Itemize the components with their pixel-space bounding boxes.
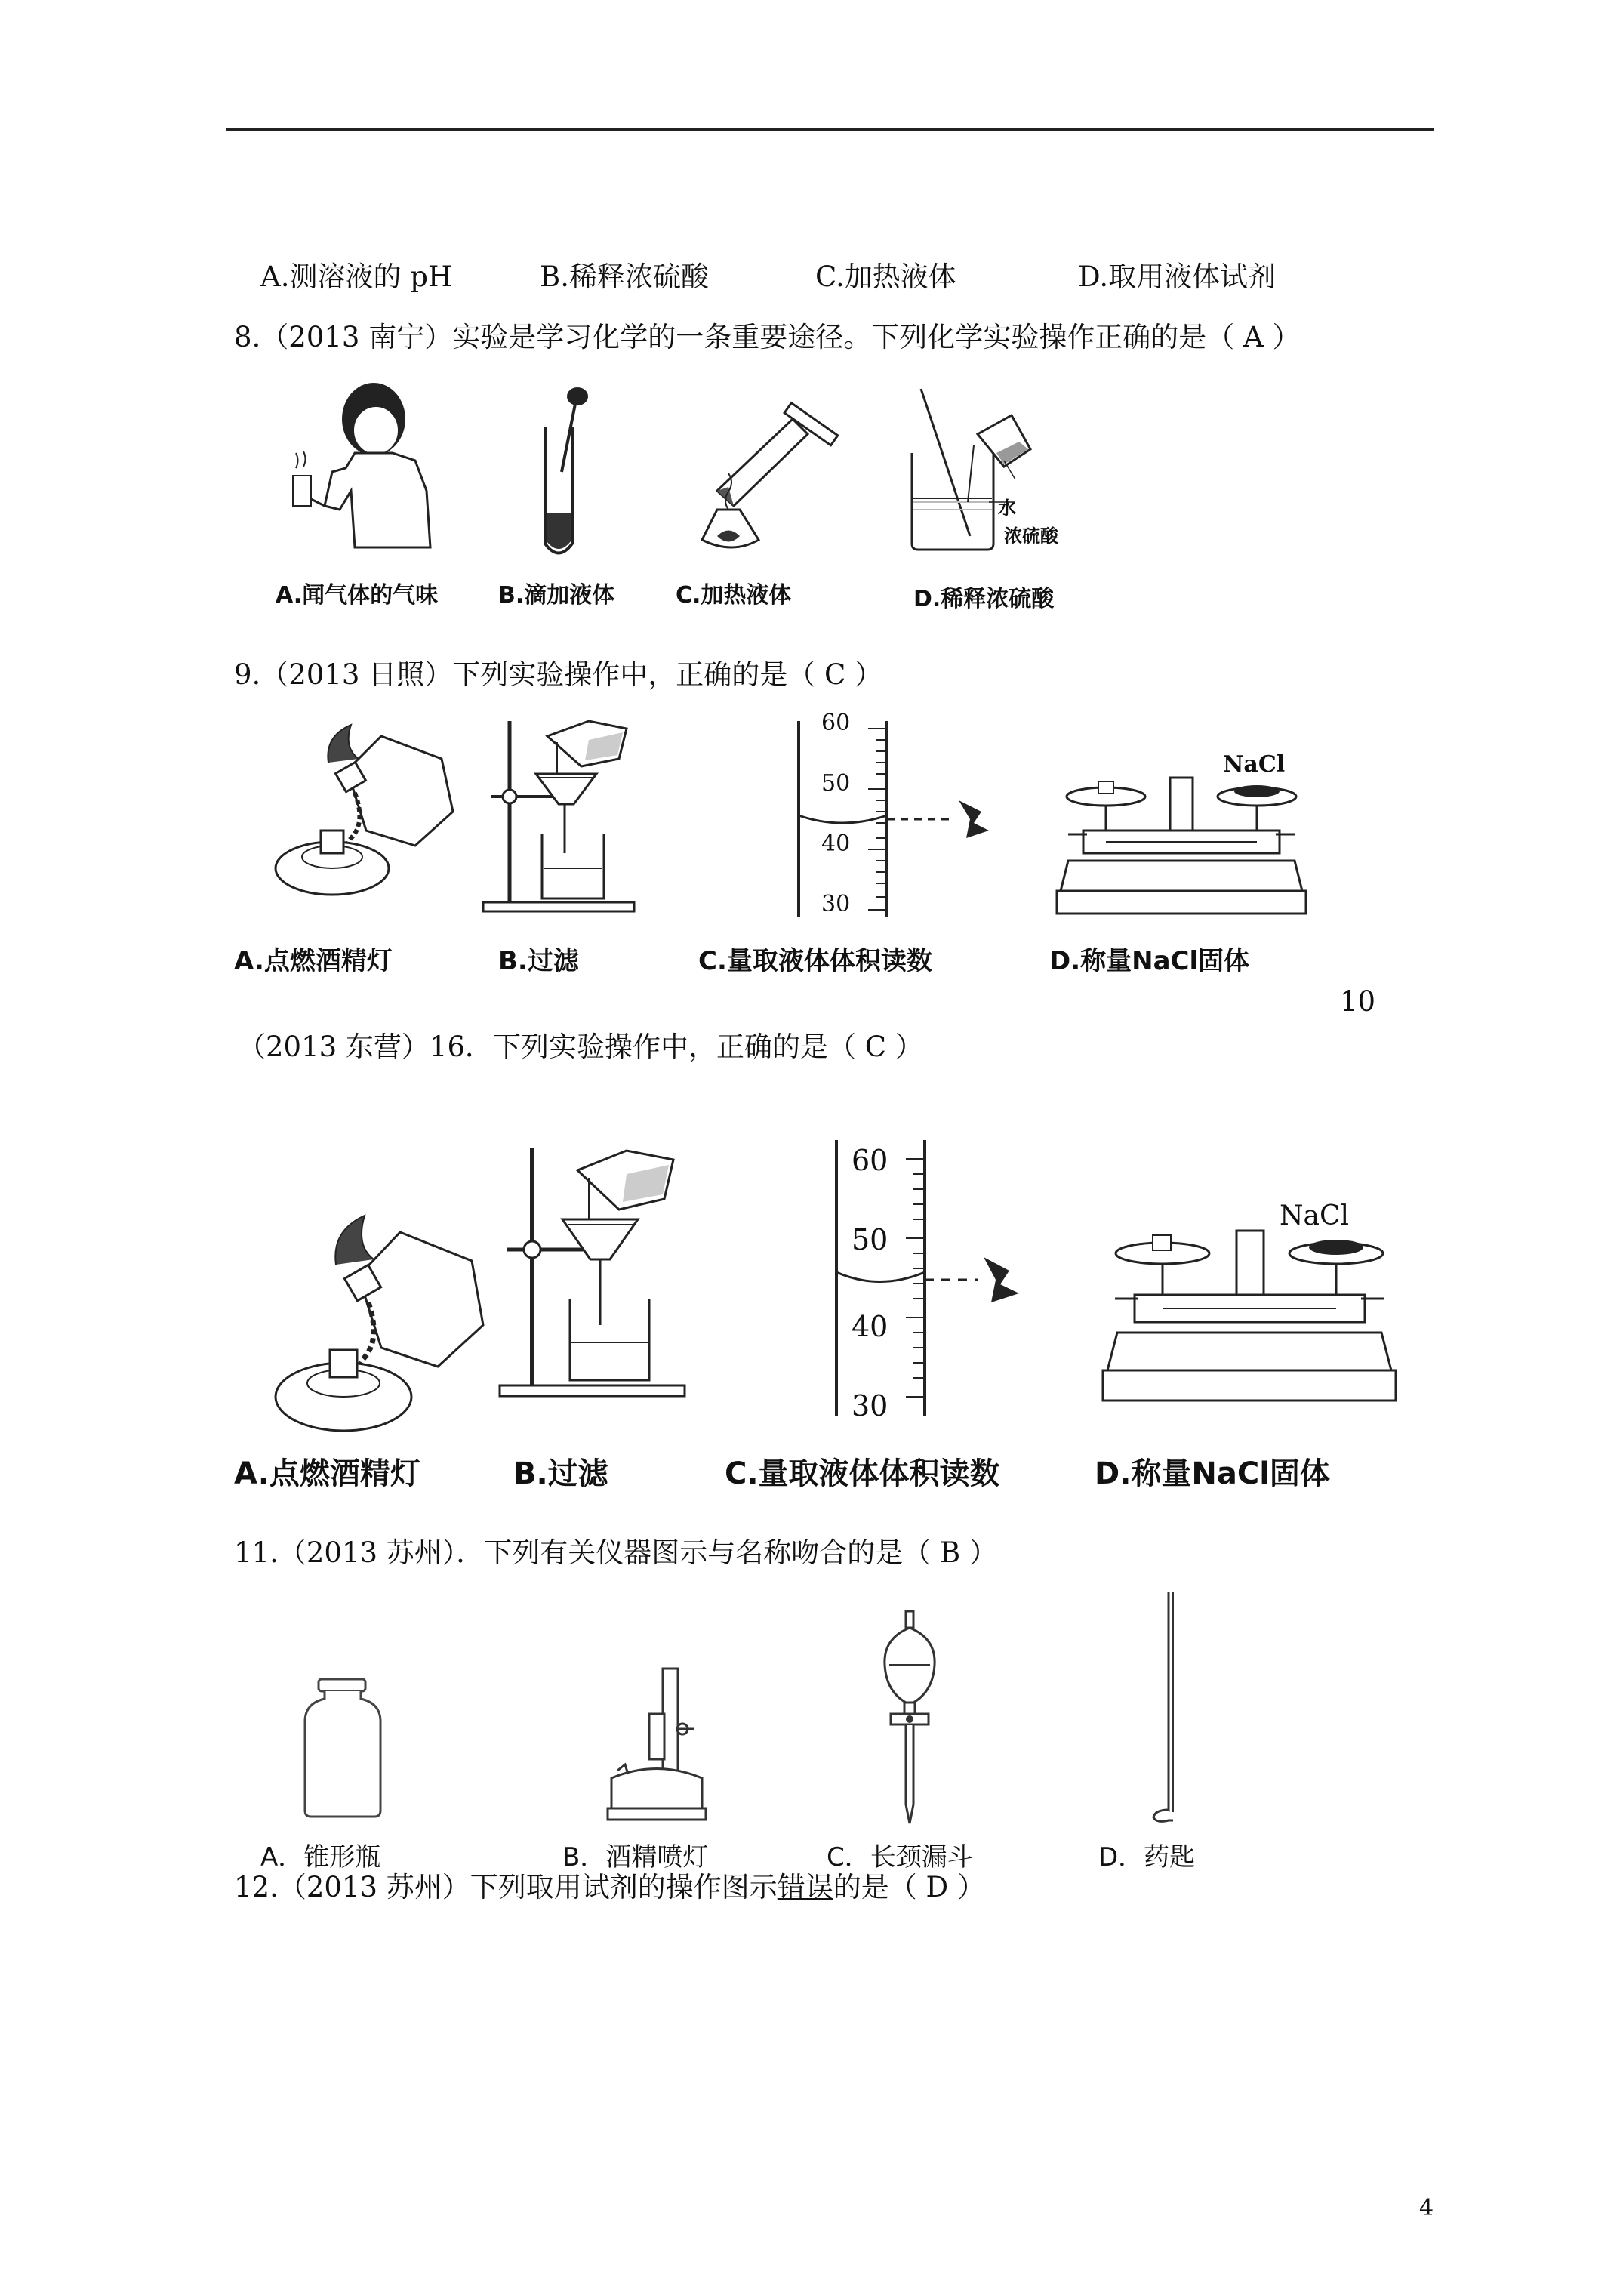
q11-caption-b: B．酒精喷灯 (562, 1842, 709, 1872)
q9-scale-50: 50 (821, 770, 851, 797)
q8-caption-b: B.滴加液体 (498, 582, 615, 609)
q7-option-d: D.取用液体试剂 (1078, 260, 1277, 293)
q11-caption-a: A．锥形瓶 (260, 1842, 381, 1872)
q12-stem (234, 1871, 985, 1904)
q10-label-nacl: NaCl (1280, 1200, 1350, 1231)
q10-figure-d-balance (1098, 1231, 1400, 1412)
q11-caption-d: D．药匙 (1098, 1842, 1196, 1872)
q8-figure-a-smell-gas (279, 378, 442, 555)
q9-figure-c-cylinder (796, 717, 996, 917)
q9-figure-a-alcohol-lamp (268, 717, 464, 906)
q10-scale-50: 50 (852, 1223, 888, 1256)
q8-caption-a: A.闻气体的气味 (276, 582, 439, 609)
q10-caption-d: D.称量NaCl固体 (1095, 1456, 1330, 1491)
q10-caption-c: C.量取液体体积读数 (725, 1456, 1000, 1491)
q10-scale-30: 30 (852, 1389, 888, 1422)
q10-figure-b-filtration (491, 1140, 694, 1404)
q9-scale-60: 60 (821, 710, 851, 736)
q8-caption-d: D.稀释浓硫酸 (913, 586, 1055, 612)
q12-stem-prefix: 12.（2013 苏州）下列取用试剂的操作图示 (234, 1871, 778, 1903)
q9-stem: 9.（2013 日照）下列实验操作中，正确的是（ C ） (234, 658, 883, 691)
q9-caption-b: B.过滤 (498, 946, 579, 976)
q11-figure-d-dropper-spoon (1140, 1589, 1185, 1823)
q9-scale-40: 40 (821, 831, 851, 857)
q12-stem-suffix: 的是（ D ） (833, 1871, 985, 1903)
q12-stem-underlined: 错误 (777, 1871, 833, 1903)
q7-option-c: C.加热液体 (815, 260, 956, 293)
q11-caption-c: C．长颈漏斗 (827, 1842, 973, 1872)
q8-caption-c: C.加热液体 (676, 582, 792, 609)
header-rule (226, 128, 1434, 131)
q10-caption-b: B.过滤 (513, 1456, 608, 1491)
q8-figure-b-drop-liquid (528, 381, 611, 559)
q9-label-nacl: NaCl (1223, 751, 1286, 778)
q9-figure-b-filtration (476, 713, 645, 917)
q10-scale-40: 40 (852, 1310, 888, 1343)
q8-figure-c-heat-liquid (687, 404, 861, 555)
q11-figure-a-wide-mouth-bottle (302, 1676, 385, 1820)
q8-label-water: 水 (998, 498, 1016, 519)
q8-figure-d-dilute-acid (898, 378, 1087, 562)
q11-stem: 11.（2013 苏州）．下列有关仪器图示与名称吻合的是（ B ） (234, 1536, 997, 1569)
q8-stem: 8.（2013 南宁）实验是学习化学的一条重要途径。下列化学实验操作正确的是（ A ） (234, 321, 1301, 353)
q11-figure-b-spray-lamp (604, 1665, 710, 1823)
q7-option-a: A.测溶液的 pH (260, 260, 453, 293)
q11-figure-c-separatory-funnel (876, 1608, 944, 1827)
q7-option-b: B.稀释浓硫酸 (540, 260, 709, 293)
q10-stem: （2013 东营）16．下列实验操作中，正确的是（ C ） (238, 1031, 923, 1063)
q9-scale-30: 30 (821, 891, 851, 917)
page-number: 4 (1419, 2195, 1434, 2221)
q9-caption-a: A.点燃酒精灯 (234, 946, 393, 976)
q9-caption-d: D.称量NaCl固体 (1049, 946, 1250, 976)
q10-caption-a: A.点燃酒精灯 (234, 1456, 420, 1491)
q9-figure-d-balance (1053, 778, 1310, 917)
q10-number: 10 (1340, 985, 1376, 1018)
q8-label-acid: 浓硫酸 (1004, 525, 1058, 547)
q10-figure-a-alcohol-lamp (268, 1208, 494, 1442)
q9-caption-c: C.量取液体体积读数 (698, 946, 932, 976)
q10-scale-60: 60 (852, 1144, 888, 1177)
